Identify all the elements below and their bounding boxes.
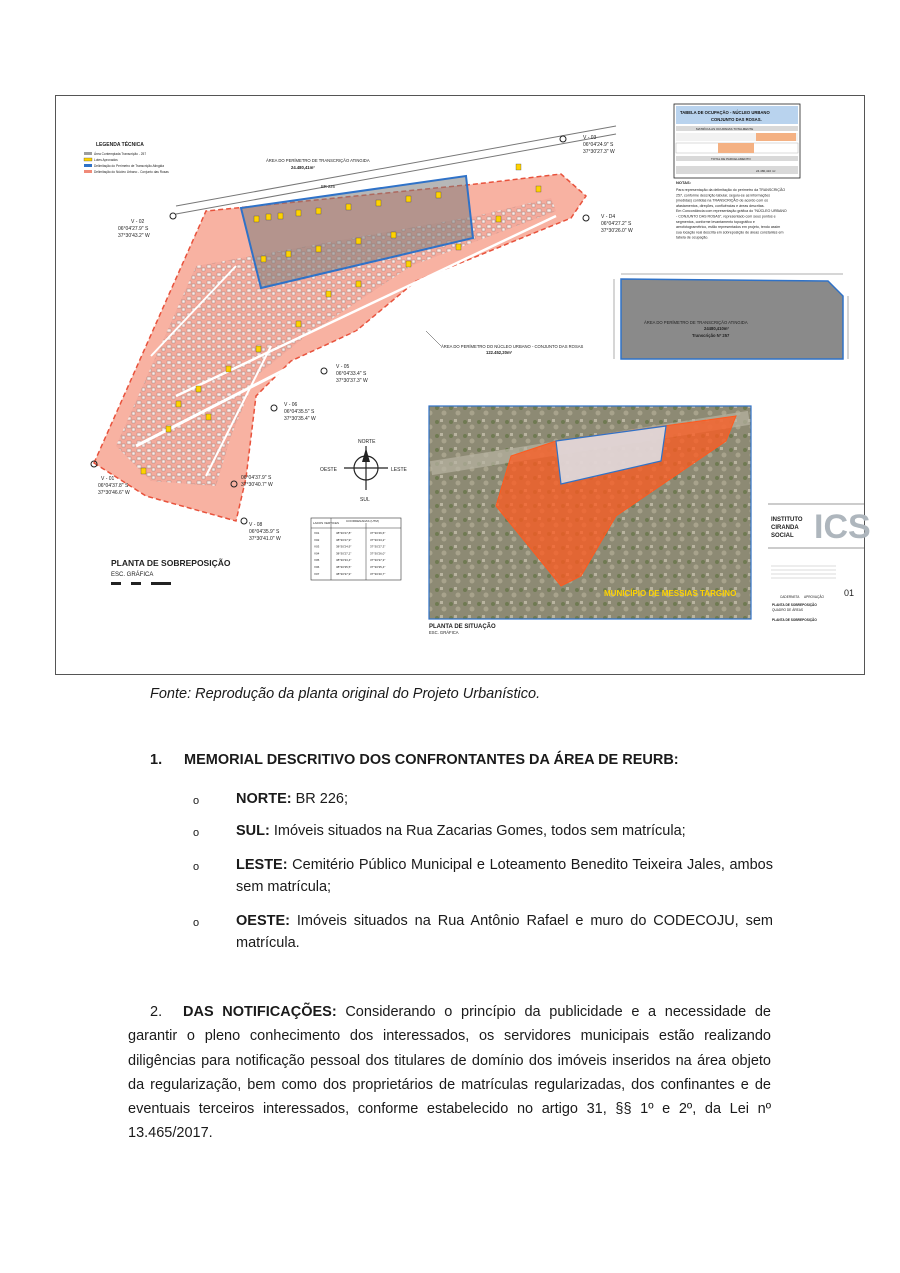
coord-table-cell: 37°30'43,2" [370,537,386,542]
svg-text:LADOS VERTICES: LADOS VERTICES [313,521,339,525]
coord-table-cell: 37°30'37,3" [370,558,386,563]
svg-text:APROVAÇÃO: APROVAÇÃO [804,595,824,599]
coord-table-cell: 38°30'27,2" [336,551,352,556]
vertex-lat: 06°04'37.9" S [241,475,272,481]
plan-scale: ESC. GRÁFICA [111,572,154,578]
bullet-marker: o [193,861,200,873]
svg-text:MATRÍCULAS OCUPADAS TOTALMENTE: MATRÍCULAS OCUPADAS TOTALMENTE [696,127,754,131]
vertex-lat: 06°04'33.4" S [336,371,367,377]
coord-table-cell: V05 [314,558,320,563]
section-title: MEMORIAL DESCRITIVO DOS CONFRONTANTES DA ÁREA DE REURB: [184,752,679,768]
vertex-label: V - 02 [131,219,145,225]
vertex-label: V - 08 [249,522,263,528]
legend-item: Área Contemplada Transcrição - 257 [94,152,147,156]
vertex-label: V - 03 [583,135,597,141]
section-number: 1. [150,752,163,768]
coord-table-cell: V04 [314,551,320,556]
notes-line: sua locação real descrita em sobreposição de áreas constantes em [676,230,784,235]
occupation-table [674,104,800,178]
coord-table-cell: 37°30'40,7" [370,571,386,576]
title-block [768,504,871,622]
survey-map-drawing [56,96,871,674]
notes-line: (medidas) contidas na TRANSCRIÇÃO de acordo com os [676,198,769,203]
svg-text:QUADRO DE ÁREAS: QUADRO DE ÁREAS [772,608,803,612]
compass-north: NORTE [358,439,376,445]
list-item-text: NORTE: BR 226; [236,791,349,807]
svg-text:CADERNETA: CADERNETA [780,595,800,599]
coord-table-cell: 38°30'27,9" [336,537,352,542]
legend-title: LEGENDA TÉCNICA [96,142,144,148]
situation-scale: ESC. GRÁFICA [429,630,459,635]
vertex-lat: 06°04'35.5" S [284,409,315,415]
vertex-lon: 37°30'37.3" W [336,378,368,384]
svg-text:PLANTA DE SOBREPOSIÇÃO: PLANTA DE SOBREPOSIÇÃO [772,618,817,622]
vertex-lat: 06°04'27.9" S [118,226,149,232]
vertex-lon: 37°30'35.4" W [284,416,316,422]
notes-line: segmentos, conforme levantamento topográfico e [676,219,755,224]
vertex-lon: 37°30'46.6" W [98,490,130,496]
vertex-lon: 37°30'26.0" W [601,228,633,234]
vertex-label: V - D4 [601,214,616,220]
notes-title: NOTAS: [676,180,692,185]
list-item-text: SUL: Imóveis situados na Rua Zacarias Gomes, todos sem matrícula; [236,823,686,839]
coord-table-cell: V01 [314,531,320,535]
section-1-heading [150,752,679,768]
notes-line: afastamentos, direções, confluências e áreas descritas. [676,203,765,208]
situation-satellite [429,406,751,619]
vertex-lat: 06°04'27.2" S [601,221,632,227]
vertex-lat: 06°04'35.9" S [249,529,280,535]
legend-item: Lotes Aprovados [94,158,118,162]
coord-table-cell: 38°30'27,8" [336,531,352,535]
notes-line: Para representação da delimitação do perímetro da TRANSCRIÇÃO [676,188,786,192]
svg-text:COORDENADAS (UTM): COORDENADAS (UTM) [346,519,379,523]
figure-caption: Fonte: Reprodução da planta original do Projeto Urbanístico. [150,686,541,702]
coord-table-cell: V07 [314,571,320,576]
list-item-text: LESTE: Cemitério Público Municipal e Loteamento Benedito Teixeira Jales, ambos sem matrícula; [236,857,773,895]
parcel-title: ÁREA DO PERÍMETRO DE TRANSCRIÇÃO ATINGIDA [644,320,748,325]
notes-line: - CONJUNTO DAS ROSAS", representado com seus pontos e [676,214,776,219]
occupation-subtitle: CONJUNTO DAS ROSAS. [711,117,762,122]
notes-line: aerofotogramétrico, estão representados em projeto, tendo assim [676,225,781,230]
legend [84,140,169,174]
occupation-title: TABELA DE OCUPAÇÃO - NÚCLEO URBANO [680,110,770,115]
svg-text:PLANTA DE SOBREPOSIÇÃO: PLANTA DE SOBREPOSIÇÃO [772,603,817,607]
parcel-drawing [614,274,848,359]
vertex-lon: 37°30'27.3" W [583,149,615,155]
vertex-lon: 37°30'43.2" W [118,233,150,239]
institute-line: SOCIAL [771,533,794,539]
vertex-label: V - 06 [284,402,298,408]
vertex-lon: 37°30'41.0" W [249,536,281,542]
vertex-label: V - 01 [101,476,115,482]
institute-line: CIRANDA [771,525,799,531]
notes-line: 257, conforme descrição tabular, seguiu-se as informações [676,193,771,198]
survey-map-plate [55,95,871,675]
vertex-lon: 37°30'40.7" W [241,482,273,488]
svg-text:24.480,410 m²: 24.480,410 m² [756,169,776,173]
area-nucleo-label: ÁREA DO PERÍMETRO DO NÚCLEO URBANO - CONJUNTO DAS ROSAS [441,344,584,349]
area-nucleo-value: 122.452,20m² [486,350,513,355]
coord-table-cell: V02 [314,537,320,542]
compass-east: LESTE [391,467,407,473]
sheet-number: 01 [844,588,855,598]
area-transcricao-label: ÁREA DO PERÍMETRO DE TRANSCRIÇÃO ATINGIDA [266,158,370,163]
institute-logo: ICS [814,508,871,546]
area-transcricao-value: 24.480,41m² [291,165,315,170]
section-title: DAS NOTIFICAÇÕES: [183,1004,337,1020]
legend-item: Delimitação do Perímetro de Transcrição Atingida [94,164,164,168]
compass-south: SUL [360,497,370,503]
municipality-label: MUNICÍPIO DE MESSIAS TARGINO [604,589,737,598]
compass-west: OESTE [320,467,337,473]
coord-table-cell: 37°30'46,6" [370,531,386,535]
vertex-lat: 06°04'24.9" S [583,142,614,148]
vertex-lat: 06°04'37.8" S [98,483,129,489]
coord-table-cell: 37°30'27,3" [370,544,386,549]
legend-item: Delimitação do Núcleo Urbano - Conjunto das Rosas [94,170,169,174]
list-item-text: OESTE: Imóveis situados na Rua Antônio Rafael e muro do CODECOJU, sem matrícula. [236,913,773,951]
coord-table-cell: V06 [314,565,320,569]
svg-text:TOTAL DE PARCELAMENTO: TOTAL DE PARCELAMENTO [711,157,751,161]
coord-table-cell: 38°30'37,9" [336,571,352,576]
coordinate-table [311,518,401,580]
coord-table-cell: 38°30'24,9" [336,544,352,549]
coord-table-cell: 38°30'35,5" [336,565,352,569]
coord-table-cell: V03 [314,544,320,549]
section-2-paragraph [128,1000,771,1146]
situation-title: PLANTA DE SITUAÇÃO [429,624,496,630]
road-label: BR 226 [321,184,335,189]
bullet-marker: o [193,917,200,929]
bullet-marker: o [193,795,200,807]
institute-line: INSTITUTO [771,517,803,523]
coord-table-cell: 37°30'26,0" [370,551,386,556]
coord-table-cell: 37°30'35,4" [370,565,386,569]
section-2-text: Considerando o princípio da publicidade e a necessidade de garantir o pleno conhecimento dos interessados, os servidores municipais estão realizando diligências para notificação pessoal dos titulares de domínio dos imóveis inseridos na área objeto da regularização, bem como dos proprietários de matrículas regularizadas, dos confinantes e de eventuais terceiros interessados, conforme estabelecido no artigo 31, §§ 1º e 2º, da Lei nº 13.465/2017. [128,1004,771,1142]
parcel-transcription: Transcrição Nº 257 [692,333,730,338]
vertex-label: V - 05 [336,364,350,370]
notes-line: Em Concordância com representação gráfica do "NÚCLEO URBANO [676,209,787,214]
notes-line: tabela de ocupação. [676,235,709,240]
notes [676,187,787,240]
parcel-area: 24480,410m² [704,326,729,331]
bullet-marker: o [193,827,200,839]
coord-table-cell: 38°30'33,4" [336,558,352,563]
section-number: 2. [150,1004,163,1020]
plan-title: PLANTA DE SOBREPOSIÇÃO [111,558,231,568]
north-arrow [320,439,408,503]
